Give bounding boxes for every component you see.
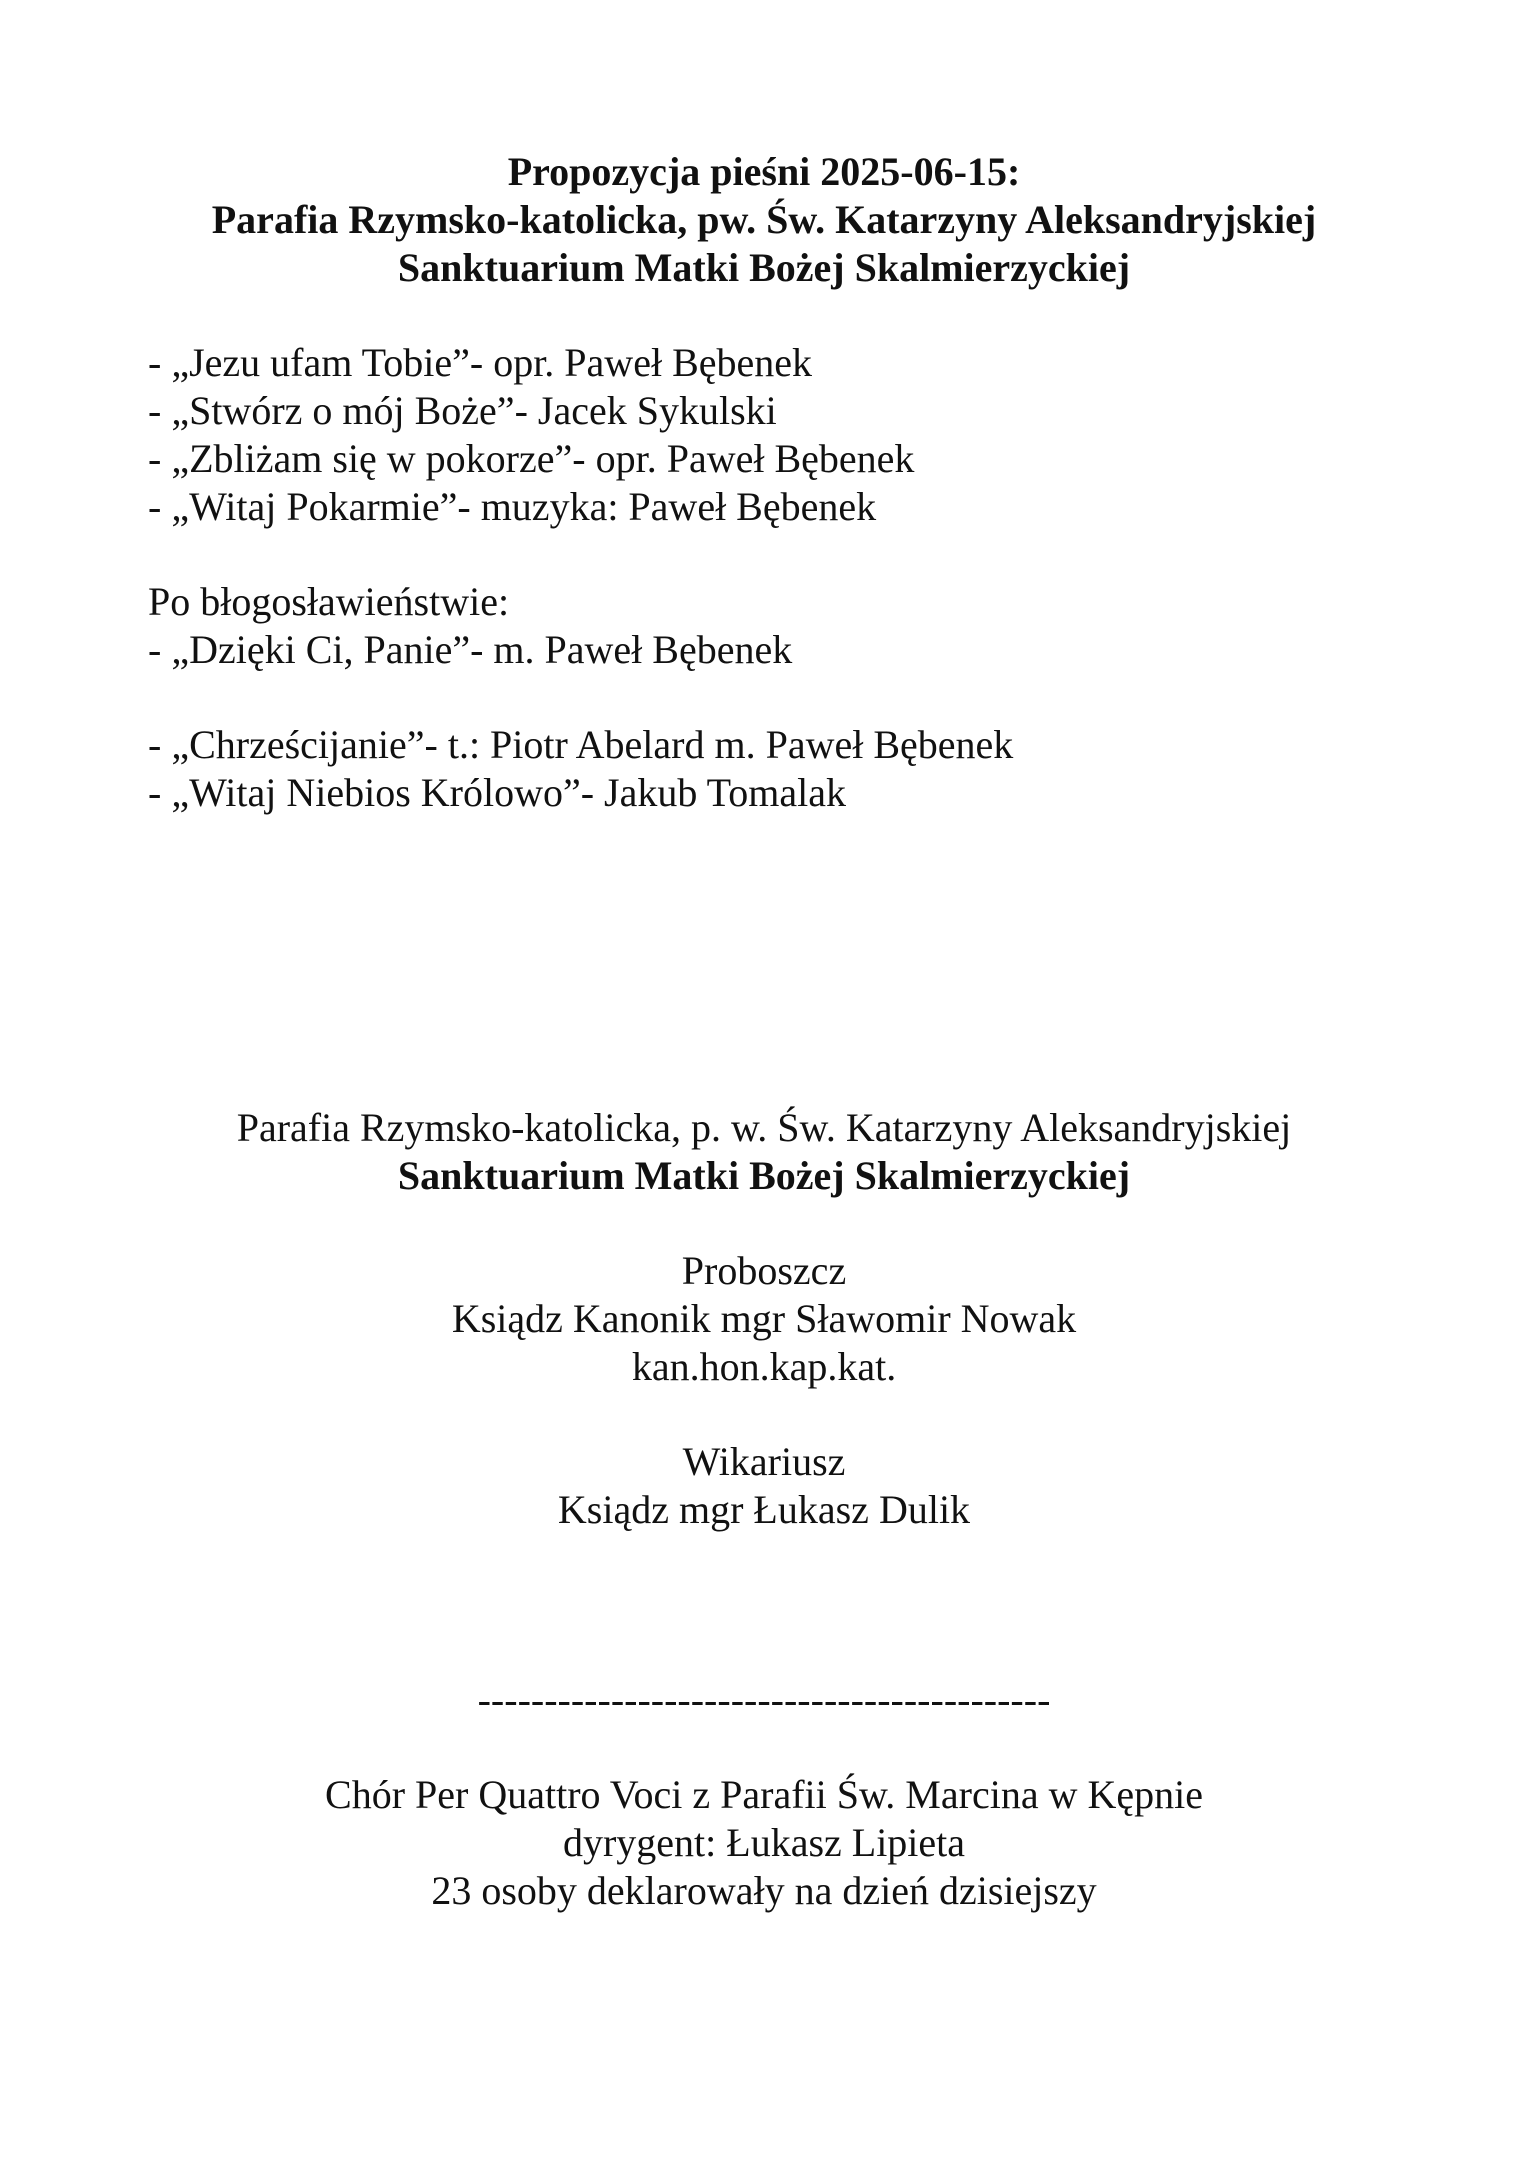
pastor-title: kan.hon.kap.kat.: [631, 1344, 897, 1389]
vicar-role: Wikariusz: [682, 1439, 846, 1484]
song-item: - „Witaj Niebios Królowo”- Jakub Tomalak: [148, 770, 847, 815]
pastor-role: Proboszcz: [681, 1248, 847, 1293]
divider: -------------------------------------------: [477, 1677, 1051, 1722]
song-item: - „Witaj Pokarmie”- muzyka: Paweł Bębenek: [148, 484, 877, 529]
choir-name: Chór Per Quattro Voci z Parafii Św. Marcina w Kępnie: [325, 1772, 1203, 1817]
pastor-name: Ksiądz Kanonik mgr Sławomir Nowak: [451, 1296, 1077, 1341]
vicar-name: Ksiądz mgr Łukasz Dulik: [557, 1487, 971, 1532]
choir-attendance: 23 osoby deklarowały na dzień dzisiejszy: [431, 1868, 1097, 1913]
song-item: - „Chrześcijanie”- t.: Piotr Abelard m. Paweł Bębenek: [148, 722, 1014, 767]
footer-parish: Parafia Rzymsko-katolicka, p. w. Św. Katarzyny Aleksandryjskiej: [236, 1105, 1292, 1150]
blessing-heading: Po błogosławieństwie:: [148, 579, 510, 624]
song-item: - „Dzięki Ci, Panie”- m. Paweł Bębenek: [148, 627, 793, 672]
song-item: - „Jezu ufam Tobie”- opr. Paweł Bębenek: [148, 340, 813, 385]
footer-sanctuary: Sanktuarium Matki Bożej Skalmierzyckiej: [397, 1153, 1131, 1198]
page-title: Propozycja pieśni 2025-06-15:: [507, 149, 1021, 194]
header-parish: Parafia Rzymsko-katolicka, pw. Św. Katarzyny Aleksandryjskiej: [211, 197, 1317, 242]
choir-conductor: dyrygent: Łukasz Lipieta: [562, 1820, 966, 1865]
header-sanctuary: Sanktuarium Matki Bożej Skalmierzyckiej: [397, 245, 1131, 290]
song-item: - „Zbliżam się w pokorze”- opr. Paweł Bębenek: [148, 436, 915, 481]
song-item: - „Stwórz o mój Boże”- Jacek Sykulski: [148, 388, 777, 433]
